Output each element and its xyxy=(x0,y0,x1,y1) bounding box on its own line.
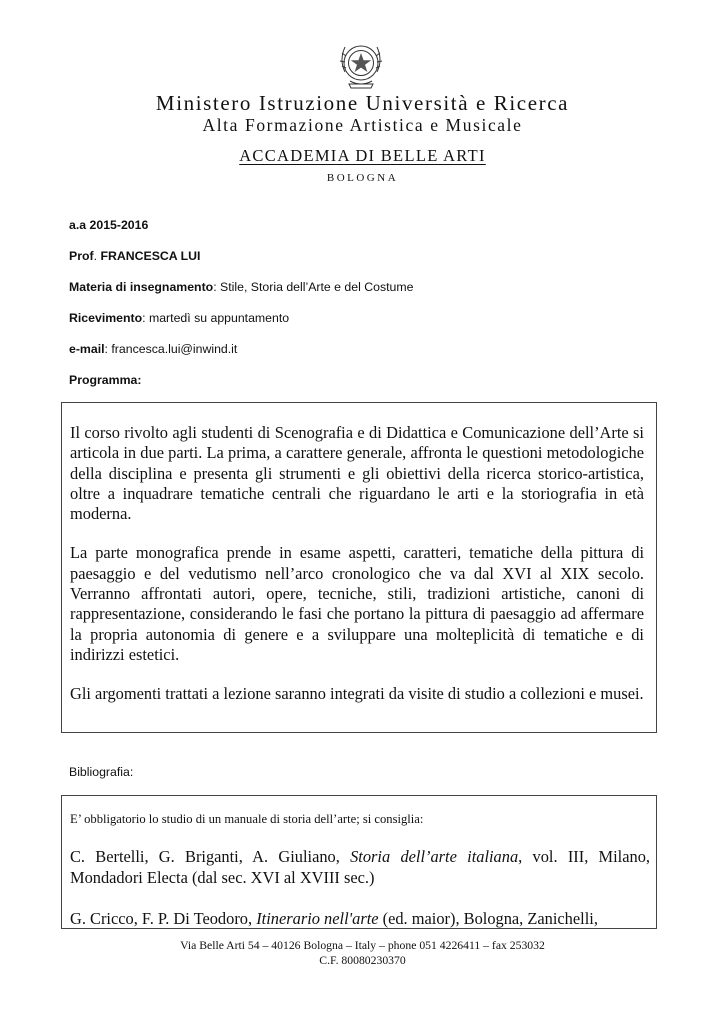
bibliography-intro: E’ obbligatorio lo studio di un manuale di storia dell’arte; si consiglia: xyxy=(70,812,424,826)
city-name: BOLOGNA xyxy=(326,172,399,184)
program-paragraph-3: Gli argomenti trattati a lezione saranno integrati da visite di studio a collezioni e musei. xyxy=(70,684,644,704)
academy-title: ACCADEMIA DI BELLE ARTI xyxy=(239,146,486,165)
footer xyxy=(0,938,725,968)
program-paragraph-1: Il corso rivolto agli studenti di Scenografia e di Didattica e Comunicazione dell’Arte si articola in due parti. La prima, a carattere generale, affronta le questioni metodologiche della disciplina e presenta gli strumenti e gli obiettivi della ricerca storico-artistica, oltre a inquadrare tematiche centrali che riguardano le arti e la storiografia in età moderna. xyxy=(70,423,644,524)
bibliography-label: Bibliografia: xyxy=(69,765,134,779)
email: e-mail: francesca.lui@inwind.it xyxy=(69,342,238,356)
professor: Prof. FRANCESCA LUI xyxy=(69,249,201,263)
republic-emblem-icon xyxy=(333,38,389,94)
email-link[interactable]: francesca.lui@inwind.it xyxy=(111,342,238,356)
footer-address: Via Belle Arti 54 – 40126 Bologna – Italy – phone 051 4226411 – fax 253032 xyxy=(180,939,545,952)
program-box xyxy=(61,402,657,733)
reception-hours: Ricevimento: martedì su appuntamento xyxy=(69,311,290,325)
bibliography-entry-2: G. Cricco, F. P. Di Teodoro, Itinerario nell'arte (ed. maior), Bologna, Zanichelli, xyxy=(70,909,598,928)
ministry-title: Ministero Istruzione Università e Ricerca xyxy=(155,91,570,115)
academic-year: a.a 2015-2016 xyxy=(69,218,149,232)
bibliography-box xyxy=(61,795,657,929)
bibliography-entry-1: C. Bertelli, G. Briganti, A. Giuliano, Storia dell’arte italiana, vol. III, Milano, Mondadori Electa (dal sec. XVI al XVIII sec.) xyxy=(70,847,651,887)
program-paragraph-2: La parte monografica prende in esame aspetti, caratteri, tematiche della pittura di paesaggio e del vedutismo nell’arco cronologico che va dal XVI al XIX secolo. Verranno affrontati autori, opere, tecniche, stili, tradizioni artistiche, canoni di rappresentazione, considerando le fasi che portano la pittura di paesaggio ad affermare la propria autonomia di genere e a sviluppare una molteplicità di tematiche e di indirizzi estetici. xyxy=(70,543,644,664)
afam-subtitle: Alta Formazione Artistica e Musicale xyxy=(202,115,523,135)
program-label: Programma: xyxy=(69,373,142,387)
footer-tax-code: C.F. 80080230370 xyxy=(319,954,406,967)
subject: Materia di insegnamento: Stile, Storia dell’Arte e del Costume xyxy=(69,280,414,294)
